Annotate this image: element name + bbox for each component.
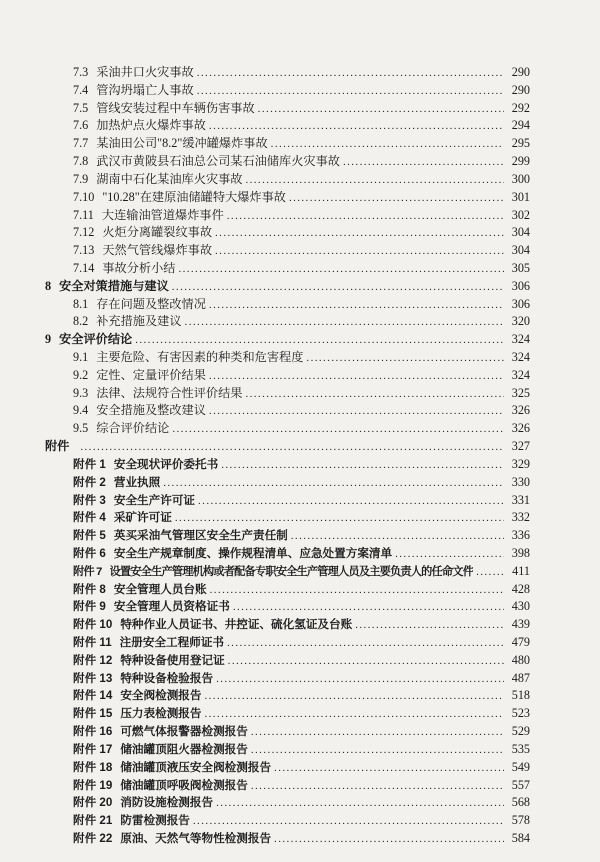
dot-leader	[251, 724, 504, 742]
toc-entry-page: 549	[511, 759, 530, 774]
toc-entry-title: 采矿许可证	[113, 511, 172, 525]
dot-leader	[274, 760, 504, 778]
dot-leader	[215, 243, 504, 261]
toc-row	[45, 616, 530, 634]
dot-leader	[175, 510, 504, 528]
toc-row	[45, 117, 530, 135]
dot-leader	[209, 368, 504, 386]
toc-entry-page: 300	[511, 171, 530, 186]
dot-leader	[135, 332, 504, 350]
toc-entry-number: 7.8	[73, 154, 89, 169]
toc-entry-number: 附件 7	[73, 565, 102, 578]
dot-leader	[216, 795, 504, 813]
toc-entry-number: 9	[45, 332, 52, 347]
dot-leader	[172, 279, 504, 297]
toc-row	[45, 723, 530, 741]
toc-row	[45, 474, 530, 492]
toc-row	[45, 492, 530, 510]
toc-entry-number: 附件 6	[73, 546, 106, 560]
toc-row	[45, 135, 530, 153]
toc-entry-number: 附件 20	[73, 796, 113, 810]
dot-leader	[198, 493, 504, 511]
toc-entry-page: 529	[511, 724, 530, 739]
toc-entry-page: 430	[511, 599, 530, 614]
toc-entry-page: 292	[511, 100, 530, 115]
toc-entry-number: 附件 8	[73, 582, 106, 596]
toc-row	[45, 260, 530, 278]
toc-row	[45, 777, 530, 795]
dot-leader	[178, 261, 504, 279]
toc-entry-title: 存在问题及整改情况	[96, 296, 206, 311]
toc-entry-page: 411	[512, 563, 530, 578]
toc-row	[45, 527, 530, 545]
dot-leader	[193, 813, 504, 831]
toc-list	[45, 64, 530, 848]
toc-row	[45, 189, 530, 207]
toc-entry-number: 附件 10	[73, 618, 113, 632]
toc-entry-number: 7.14	[73, 260, 95, 275]
toc-entry-title: 压力表检测报告	[120, 707, 202, 721]
toc-entry-number: 9.3	[73, 385, 89, 400]
toc-entry-title: 主要危险、有害因素的种类和危害程度	[96, 350, 304, 364]
dot-leader	[204, 688, 504, 706]
toc-entry-title: 湖南中石化某油库火灾事故	[96, 171, 243, 186]
toc-entry-title: 综合评价结论	[96, 421, 170, 436]
dot-leader	[210, 582, 504, 600]
dot-leader	[172, 421, 504, 439]
toc-entry-number: 7.9	[73, 171, 89, 186]
toc-entry-title: 加热炉点火爆炸事故	[96, 118, 206, 133]
toc-entry-number: 7.11	[73, 207, 94, 222]
toc-entry-title: 安全评价结论	[59, 332, 133, 347]
toc-entry-page: 330	[511, 474, 530, 489]
toc-entry-title: 可燃气体报警器检测报告	[120, 725, 248, 739]
toc-row	[45, 367, 530, 385]
toc-entry-number: 附件 11	[73, 636, 112, 649]
toc-row	[45, 634, 530, 652]
toc-entry-page: 294	[511, 118, 530, 133]
toc-entry-page: 568	[511, 795, 530, 810]
toc-entry-number: 附件 4	[73, 511, 106, 525]
toc-entry-number: 附件	[45, 439, 70, 454]
toc-entry-page: 290	[511, 82, 530, 97]
toc-entry-page: 301	[511, 189, 530, 204]
toc-row	[45, 759, 530, 777]
toc-entry-title: 安全措施及整改建议	[96, 403, 206, 418]
dot-leader	[209, 403, 504, 421]
toc-entry-number: 7.4	[73, 82, 89, 97]
toc-entry-page: 487	[511, 670, 530, 685]
toc-entry-number: 附件 21	[73, 814, 113, 828]
toc-row	[45, 242, 530, 260]
toc-entry-number: 附件 22	[73, 831, 113, 845]
toc-entry-title: 设置安全生产管理机构或者配备专职安全生产管理人员及主要负责人的任命文件	[109, 565, 474, 578]
toc-entry-number: 9.5	[73, 421, 89, 436]
toc-entry-title: 某油田公司"8.2"缓冲罐爆炸事故	[96, 136, 268, 151]
toc-entry-page: 324	[511, 332, 530, 347]
toc-row	[45, 456, 530, 474]
toc-entry-number: 8	[45, 278, 52, 293]
dot-leader	[163, 475, 504, 493]
toc-entry-title: 安全管理人员台账	[113, 582, 207, 596]
toc-entry-page: 336	[511, 528, 530, 543]
toc-entry-title: 安全生产规章制度、操作规程清单、应急处置方案清单	[113, 546, 393, 560]
toc-entry-number: 附件 12	[73, 653, 113, 667]
toc-entry-page: 584	[511, 830, 530, 845]
toc-entry-page: 480	[511, 652, 530, 667]
toc-entry-page: 326	[511, 403, 530, 418]
toc-row	[45, 420, 530, 438]
dot-leader	[216, 671, 504, 689]
toc-entry-page: 523	[511, 706, 530, 721]
toc-entry-number: 9.1	[73, 350, 89, 364]
toc-entry-number: 7.10	[73, 189, 95, 204]
toc-row	[45, 224, 530, 242]
toc-entry-number: 附件 15	[73, 707, 113, 721]
dot-leader	[185, 314, 504, 332]
toc-entry-page: 304	[511, 243, 530, 258]
toc-entry-page: 327	[511, 439, 530, 454]
toc-entry-title: 特种设备使用登记证	[120, 653, 225, 667]
toc-entry-number: 附件 19	[73, 778, 113, 792]
toc-entry-page: 320	[511, 314, 530, 329]
toc-entry-title: 注册安全工程师证书	[119, 636, 225, 649]
toc-entry-title: 防雷检测报告	[120, 814, 190, 828]
toc-row	[45, 385, 530, 403]
toc-entry-page: 306	[511, 296, 530, 311]
toc-entry-page: 398	[511, 545, 530, 560]
toc-entry-page: 299	[511, 154, 530, 169]
dot-leader	[476, 564, 504, 582]
dot-leader	[197, 65, 504, 83]
toc-entry-title: 安全现状评价委托书	[113, 457, 219, 471]
toc-entry-page: 302	[511, 207, 530, 222]
toc-entry-number: 附件 9	[73, 600, 106, 614]
toc-entry-page: 329	[511, 456, 530, 471]
toc-row	[45, 100, 530, 118]
toc-entry-number: 7.13	[73, 243, 95, 258]
toc-row	[45, 82, 530, 100]
dot-leader	[227, 635, 504, 653]
toc-entry-title: 法律、法规符合性评价结果	[96, 385, 243, 400]
toc-entry-title: 特种设备检验报告	[120, 671, 214, 685]
toc-entry-number: 8.2	[73, 314, 89, 329]
toc-entry-title: 事故分析小结	[102, 260, 176, 275]
toc-entry-number: 7.6	[73, 118, 89, 133]
dot-leader	[355, 617, 504, 635]
toc-entry-number: 7.5	[73, 100, 89, 115]
toc-entry-title: 管沟坍塌亡人事故	[96, 82, 194, 97]
toc-entry-number: 附件 18	[73, 760, 113, 774]
toc-row	[45, 598, 530, 616]
toc-row	[45, 509, 530, 527]
toc-entry-page: 578	[511, 813, 530, 828]
toc-row	[45, 64, 530, 82]
toc-entry-page: 557	[511, 777, 530, 792]
dot-leader	[251, 742, 504, 760]
toc-row	[45, 670, 530, 688]
dot-leader	[228, 653, 504, 671]
dot-leader	[271, 136, 504, 154]
toc-row	[45, 652, 530, 670]
toc-row	[45, 278, 530, 296]
toc-entry-page: 304	[511, 225, 530, 240]
toc-row	[45, 207, 530, 225]
toc-entry-page: 325	[511, 385, 530, 400]
dot-leader	[215, 225, 504, 243]
toc-entry-number: 附件 1	[73, 457, 106, 471]
dot-leader	[80, 439, 504, 457]
toc-entry-number: 附件 3	[73, 493, 106, 507]
toc-row	[45, 545, 530, 563]
dot-leader	[197, 83, 504, 101]
toc-entry-title: 消防设施检测报告	[120, 796, 214, 810]
toc-row	[45, 153, 530, 171]
toc-entry-page: 306	[511, 278, 530, 293]
toc-entry-title: 特种作业人员证书、井控证、硫化氢证及台账	[120, 618, 353, 632]
toc-entry-title: 储油罐顶呼吸阀检测报告	[120, 778, 248, 792]
toc-entry-page: 331	[511, 492, 530, 507]
toc-entry-title: 补充措施及建议	[96, 314, 182, 329]
toc-entry-number: 附件 5	[73, 529, 106, 543]
toc-row	[45, 402, 530, 420]
toc-entry-number: 附件 14	[73, 689, 113, 703]
dot-leader	[233, 599, 504, 617]
toc-entry-title: 武汉市黄陂县石油总公司某石油储库火灾事故	[96, 154, 340, 169]
toc-entry-title: "10.28"在建原油储罐特大爆炸事故	[102, 189, 286, 204]
toc-row	[45, 171, 530, 189]
dot-leader	[227, 208, 504, 226]
toc-entry-page: 290	[511, 65, 530, 79]
dot-leader	[209, 297, 504, 315]
toc-entry-title: 管线安装过程中车辆伤害事故	[96, 100, 255, 115]
toc-entry-title: 天然气管线爆炸事故	[102, 243, 213, 258]
toc-entry-page: 428	[511, 581, 530, 596]
toc-entry-page: 518	[511, 688, 530, 703]
toc-entry-number: 附件 17	[73, 742, 113, 756]
toc-row	[45, 349, 530, 367]
dot-leader	[221, 457, 504, 475]
toc-row	[45, 812, 530, 830]
toc-entry-number: 9.2	[73, 367, 89, 382]
dot-leader	[306, 350, 504, 368]
toc-entry-title: 采油井口火灾事故	[96, 65, 194, 79]
toc-row	[45, 563, 530, 581]
toc-entry-title: 储油罐顶阻火器检测报告	[120, 742, 248, 756]
toc-row	[45, 687, 530, 705]
toc-row	[45, 830, 530, 848]
toc-entry-title: 火炬分离罐裂纹事故	[102, 225, 213, 240]
toc-entry-title: 安全阀检测报告	[120, 689, 202, 703]
toc-entry-title: 安全管理人员资格证书	[113, 600, 230, 614]
toc-entry-page: 332	[511, 510, 530, 525]
toc-entry-title: 定性、定量评价结果	[96, 367, 206, 382]
dot-leader	[291, 528, 504, 546]
toc-entry-page: 535	[511, 741, 530, 756]
dot-leader	[209, 118, 504, 136]
dot-leader	[245, 386, 504, 404]
toc-entry-title: 安全生产许可证	[113, 493, 196, 507]
toc-row	[45, 741, 530, 759]
dot-leader	[289, 190, 504, 208]
dot-leader	[204, 706, 504, 724]
toc-entry-page: 324	[511, 350, 530, 364]
toc-entry-number: 附件 13	[73, 671, 113, 685]
toc-entry-title: 储油罐顶液压安全阀检测报告	[120, 760, 272, 774]
toc-entry-title: 营业执照	[113, 475, 161, 489]
toc-row	[45, 296, 530, 314]
toc-entry-page: 305	[511, 260, 530, 275]
toc-entry-number: 9.4	[73, 403, 89, 418]
toc-row	[45, 794, 530, 812]
toc-entry-number: 7.7	[73, 136, 89, 151]
toc-entry-page: 324	[511, 367, 530, 382]
toc-entry-title: 原油、天然气等物性检测报告	[120, 831, 272, 845]
toc-entry-page: 295	[511, 136, 530, 151]
dot-leader	[258, 101, 504, 119]
dot-leader	[274, 831, 504, 849]
dot-leader	[395, 546, 504, 564]
toc-entry-page: 439	[511, 617, 530, 632]
toc-row	[45, 313, 530, 331]
dot-leader	[343, 154, 504, 172]
toc-row	[45, 438, 530, 456]
toc-entry-title: 大连输油管道爆炸事件	[101, 207, 224, 222]
toc-entry-number: 附件 2	[73, 475, 106, 489]
dot-leader	[245, 172, 504, 190]
toc-row	[45, 705, 530, 723]
toc-entry-title: 安全对策措施与建议	[59, 278, 169, 293]
toc-entry-title: 英买采油气管理区安全生产责任制	[113, 529, 288, 543]
dot-leader	[251, 778, 504, 796]
toc-entry-page: 326	[511, 421, 530, 436]
toc-row	[45, 331, 530, 349]
toc-entry-number: 7.3	[73, 65, 89, 79]
toc-entry-number: 8.1	[73, 296, 89, 311]
toc-entry-page: 479	[511, 635, 530, 649]
toc-row	[45, 581, 530, 599]
toc-entry-number: 7.12	[73, 225, 95, 240]
toc-entry-number: 附件 16	[73, 725, 113, 739]
